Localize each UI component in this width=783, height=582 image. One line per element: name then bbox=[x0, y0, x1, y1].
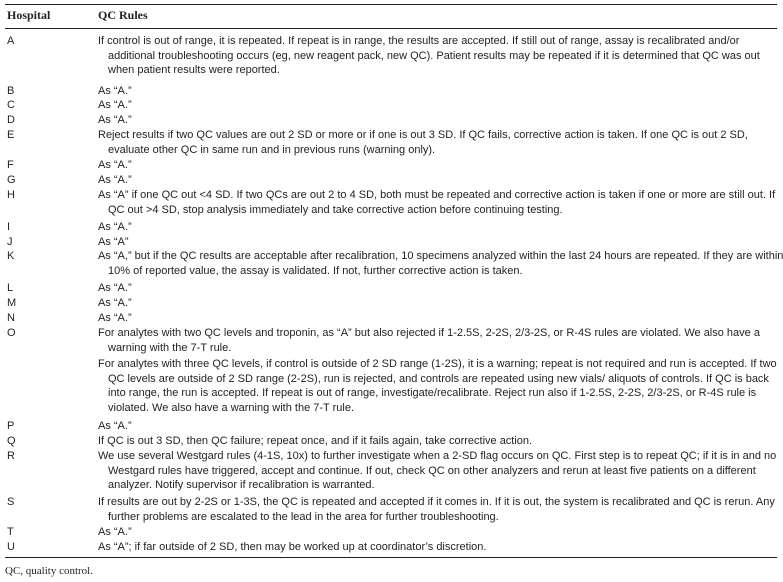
rule-cell: As “A.” bbox=[98, 420, 132, 432]
hospital-cell: P bbox=[7, 420, 15, 432]
rule-cell: Reject results if two QC values are out 2 SD or more or if one is out 3 SD. If QC fails, corrective action is taken. If one QC is out 2 SD, evaluate other QC in same run and in previous runs (warning only). bbox=[98, 129, 748, 156]
rule-cell: For analytes with two QC levels and troponin, as “A” but also rejected if 1-2.5S, 2-2S, 2/3-2S, or R-4S rules are violated. We also have a warning with the 7-T rule. bbox=[98, 327, 760, 354]
rule-cell: If results are out by 2-2S or 1-3S, the QC is repeated and accepted if it comes in. If it is out, the system is recalibrated and QC is rerun. Any further problems are escalated to the lead in the area for further troubleshooting. bbox=[98, 496, 775, 523]
header-qc-rules: QC Rules bbox=[98, 8, 148, 22]
hospital-cell: A bbox=[7, 35, 15, 47]
table-footnote: QC, quality control. bbox=[5, 565, 93, 577]
hospital-cell: K bbox=[7, 250, 15, 262]
hospital-cell: M bbox=[7, 297, 17, 309]
rule-cell: As “A.” bbox=[98, 159, 132, 171]
header-bottom-rule bbox=[5, 28, 777, 29]
rule-cell: As “A.” bbox=[98, 174, 132, 186]
rule-cell: We use several Westgard rules (4-1S, 10x) to further investigate when a 2-SD flag occurs on QC. First step is to repeat QC; if it is in and no Westgard rules have triggered, accept and continue. If out, check QC on other analyzers and rerun at least five patients on a different analyzer. Notify supervisor if recalibration is warranted. bbox=[98, 450, 777, 492]
hospital-cell: Q bbox=[7, 435, 16, 447]
hospital-cell: F bbox=[7, 159, 14, 171]
rule-cell: As “A,” but if the QC results are acceptable after recalibration, 10 specimens analyzed within the last 24 hours are repeated. If they are within 10% of reported value, the assay is validated. If not, further corrective action is taken. bbox=[98, 250, 783, 277]
hospital-cell: C bbox=[7, 99, 15, 111]
hospital-cell: G bbox=[7, 174, 16, 186]
rule-cell: As “A.” bbox=[98, 297, 132, 309]
hospital-cell: H bbox=[7, 189, 15, 201]
hospital-cell: S bbox=[7, 496, 15, 508]
rule-cell: As “A”; if far outside of 2 SD, then may be worked up at coordinator’s discretion. bbox=[98, 541, 487, 553]
rule-cell: As “A.” bbox=[98, 99, 132, 111]
rule-cell: As “A” if one QC out <4 SD. If two QCs are out 2 to 4 SD, both must be repeated and corrective action is taken if one or more are still out. If QC out >4 SD, stop analysis immediately and take corrective action before continuing testing. bbox=[98, 189, 776, 216]
hospital-cell: D bbox=[7, 114, 15, 126]
rule-cell: As “A.” bbox=[98, 221, 132, 233]
table-bottom-rule bbox=[5, 557, 777, 558]
header-hospital: Hospital bbox=[7, 8, 51, 22]
rule-cell: As “A.” bbox=[98, 114, 132, 126]
rule-cell: If QC is out 3 SD, then QC failure; repeat once, and if it fails again, take corrective action. bbox=[98, 435, 533, 447]
rule-cell: If control is out of range, it is repeated. If repeat is in range, the results are accepted. If still out of range, assay is recalibrated and/or additional troubleshooting occurs (eg, new reagent pack, new QC). Patient results may be repeated if it is determined that QC was out when patient results were reported. bbox=[98, 35, 760, 77]
hospital-cell: B bbox=[7, 85, 15, 97]
rule-cell: As “A” bbox=[98, 236, 129, 248]
rule-cell: As “A.” bbox=[98, 282, 132, 294]
rule-cell: As “A.” bbox=[98, 85, 132, 97]
hospital-cell: L bbox=[7, 282, 14, 294]
hospital-cell: N bbox=[7, 312, 15, 324]
hospital-cell: O bbox=[7, 327, 16, 339]
rule-cell: As “A.” bbox=[98, 312, 132, 324]
hospital-cell: J bbox=[7, 236, 13, 248]
hospital-cell: T bbox=[7, 526, 14, 538]
rule-cell: As “A.” bbox=[98, 526, 132, 538]
rule-cell: For analytes with three QC levels, if control is outside of 2 SD range (1-2S), it is a warning; repeat is not required and run is accepted. If two QC levels are outside of 2 SD range (2-2S), run is rejected, and controls are repeated using new vials/ aliquots of controls. If QC is back into range, the run is accepted. If repeat is out of range, investigate/recalibrate. Reject run also if 1-2.5S, 2-2S, 2/3-2S, or R-4S rule is violated. We also have a warning with the 7-T rule. bbox=[98, 358, 777, 414]
table-top-rule bbox=[5, 4, 777, 5]
hospital-cell: R bbox=[7, 450, 15, 462]
hospital-cell: U bbox=[7, 541, 15, 553]
hospital-cell: E bbox=[7, 129, 15, 141]
hospital-cell: I bbox=[7, 221, 11, 233]
